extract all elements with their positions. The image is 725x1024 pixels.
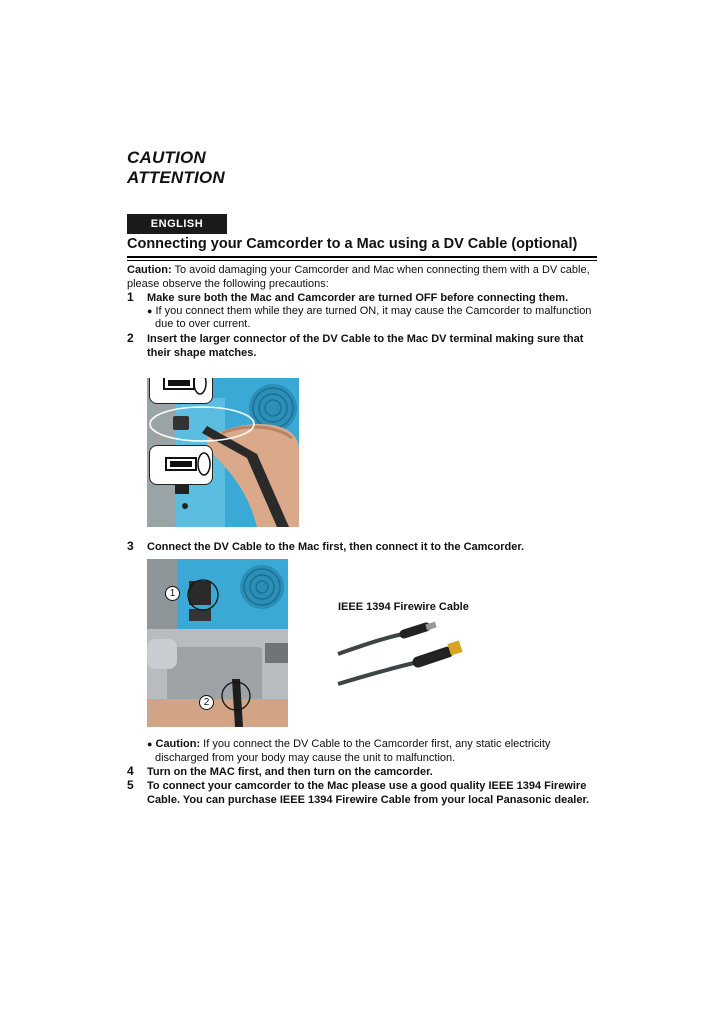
step-2-number: 2 [127,331,134,345]
section-heading: Connecting your Camcorder to a Mac using a DV Cable (optional) [127,236,578,252]
step-5-text: To connect your camcorder to the Mac please use a good quality IEEE 1394 Firewire [147,780,587,792]
step-1-note [147,305,591,319]
step-2-text-line2: their shape matches. [147,347,257,359]
bullet-icon: ● [147,306,153,316]
intro-caution-text: To avoid damaging your Camcorder and Mac when connecting them with a DV cable, [174,264,590,276]
step-3-number: 3 [127,539,134,553]
heading-rule [127,256,597,258]
marker-1-badge: 1 [165,586,180,601]
mac-dv-terminal-photo [147,378,299,527]
step-4-number: 4 [127,764,134,778]
marker-2-badge: 2 [199,695,214,710]
step-5-text-line2: Cable. You can purchase IEEE 1394 Firewire Cable from your local Panasonic dealer. [147,794,590,806]
connector-callout-bottom [149,445,213,485]
intro-caution-label: Caution: [127,264,172,276]
step-2-text: Insert the larger connector of the DV Cable to the Mac DV terminal making sure that [147,333,584,345]
camcorder-connection-illustration [147,559,288,727]
step-1-note-line2: due to over current. [155,318,251,330]
language-badge: ENGLISH [127,214,227,234]
camcorder-connection-photo [147,559,288,727]
heading-rule-thin [127,260,597,261]
step-5-number: 5 [127,778,134,792]
step-1-number: 1 [127,290,134,304]
attention-title: ATTENTION [127,168,225,187]
bullet-icon: ● [147,739,153,749]
dv-plug-icon [150,446,212,484]
dv-port-icon [150,378,212,403]
step-3-text: Connect the DV Cable to the Mac first, then connect it to the Camcorder. [147,541,525,553]
step-3-caution-label: Caution: [155,738,201,750]
step-3-caution-line2: discharged from your body may cause the unit to malfunction. [155,752,456,764]
cable-label: IEEE 1394 Firewire Cable [338,601,469,613]
intro-caution-line2: please observe the following precautions: [127,278,329,290]
intro-caution [127,264,607,278]
step-1-note-text: If you connect them while they are turned ON, it may cause the Camcorder to malfunction [155,305,592,317]
connector-callout-top [149,378,213,404]
firewire-cable-illustration [336,614,486,688]
caution-title: CAUTION [127,148,206,167]
firewire-cable-photo [336,614,486,688]
step-3-caution [147,738,550,752]
step-4-text: Turn on the MAC first, and then turn on the camcorder. [147,766,433,778]
step-3-caution-text: If you connect the DV Cable to the Camcorder first, any static electricity [203,738,551,750]
step-1-text: Make sure both the Mac and Camcorder are turned OFF before connecting them. [147,292,569,304]
